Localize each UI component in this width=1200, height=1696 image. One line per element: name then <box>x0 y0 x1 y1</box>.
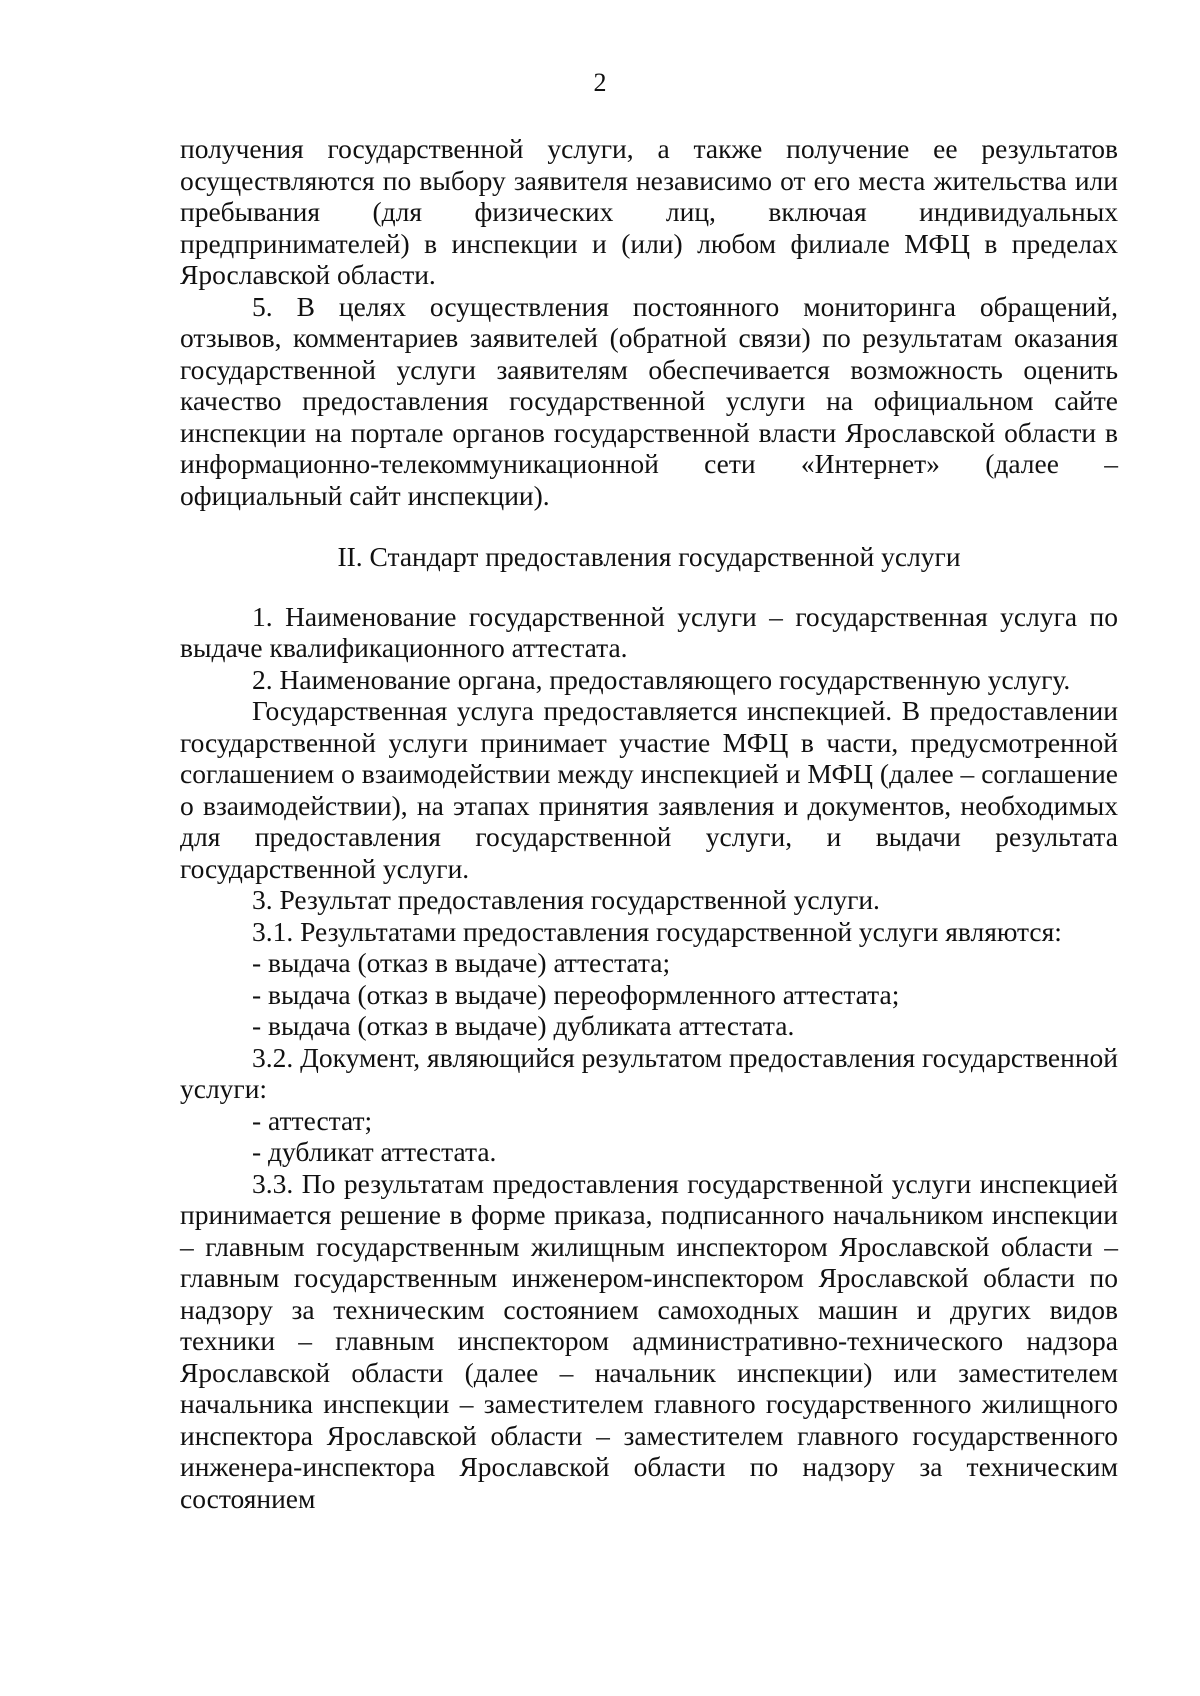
paragraph-service-provider: Государственная услуга предоставляется инспекцией. В предоставлении государственной услуги принимает участие МФЦ в части, предусмотренной соглашением о взаимодействии между инспекцией и МФЦ (далее – соглашение о взаимодействии), на этапах принятия заявления и документов, необходимых для предоставления государственной услуги, и выдачи результата государственной услуги. <box>180 695 1118 884</box>
document-body <box>180 133 1118 1514</box>
list-item-result: - выдача (отказ в выдаче) дубликата аттестата. <box>252 1010 795 1041</box>
paragraph-continuation: получения государственной услуги, а также получение ее результатов осуществляются по выбору заявителя независимо от его места жительства или пребывания (для физических лиц, включая индивидуальных предпринимателей) в инспекции и (или) любом филиале МФЦ в пределах Ярославской области. <box>180 133 1118 290</box>
list-item-document: - дубликат аттестата. <box>252 1136 497 1167</box>
section-heading: II. Стандарт предоставления государственной услуги <box>337 541 961 572</box>
list-item-result: - выдача (отказ в выдаче) переоформленного аттестата; <box>252 978 900 1010</box>
paragraph-item-5: 5. В целях осуществления постоянного мониторинга обращений, отзывов, комментариев заявителей (обратной связи) по результатам оказания государственной услуги заявителям обеспечивается возможность оценить качество предоставления государственной услуги на официальном сайте инспекции на портале органов государственной власти Ярославской области в информационно-телекоммуникационной сети «Интернет» (далее – официальный сайт инспекции). <box>180 290 1118 511</box>
list-item-document: - аттестат; <box>252 1104 373 1136</box>
list-item-result: - выдача (отказ в выдаче) аттестата; <box>252 947 671 978</box>
paragraph-item-3-1: 3.1. Результатами предоставления государственной услуги являются: <box>252 915 1062 947</box>
paragraph-item-2: 2. Наименование органа, предоставляющего государственную услугу. <box>252 663 1071 695</box>
paragraph-item-3: 3. Результат предоставления государственной услуги. <box>252 884 880 915</box>
page-number: 2 <box>593 68 607 97</box>
paragraph-item-1: 1. Наименование государственной услуги – государственная услуга по выдаче квалификационного аттестата. <box>180 600 1118 663</box>
paragraph-item-3-2: 3.2. Документ, являющийся результатом предоставления государственной услуги: <box>180 1041 1118 1104</box>
paragraph-item-3-3: 3.3. По результатам предоставления государственной услуги инспекцией принимается решение в форме приказа, подписанного начальником инспекции – главным государственным жилищным инспектором Ярославской области – главным государственным инженером-инспектором Ярославской области по надзору за техническим состоянием самоходных машин и других видов техники – главным инспектором административно-технического надзора Ярославской области (далее – начальник инспекции) или заместителем начальника инспекции – заместителем главного государственного жилищного инспектора Ярославской области – заместителем главного государственного инженера-инспектора Ярославской области по надзору за техническим состоянием <box>180 1167 1118 1514</box>
